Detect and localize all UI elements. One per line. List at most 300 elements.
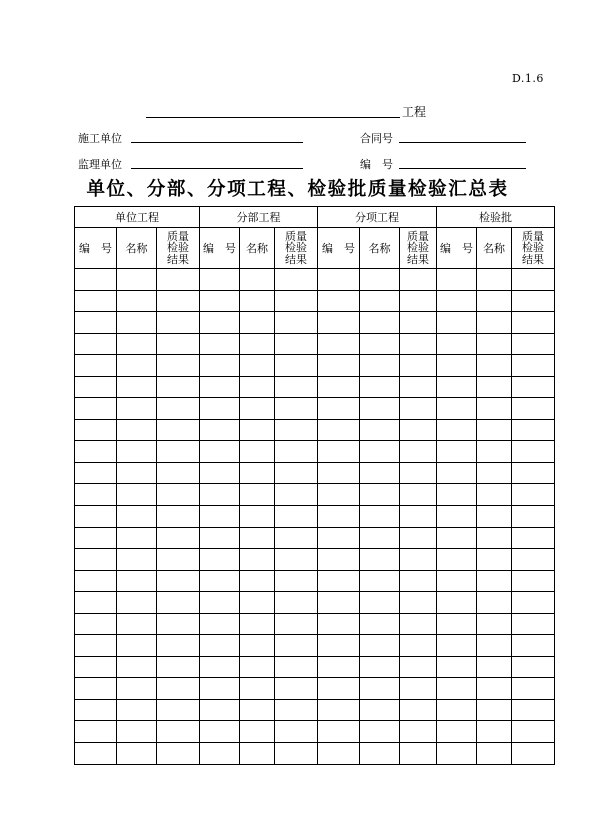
table-cell[interactable]	[400, 570, 437, 592]
table-cell[interactable]	[512, 721, 555, 743]
table-cell[interactable]	[275, 721, 318, 743]
table-cell[interactable]	[437, 333, 477, 355]
table-cell[interactable]	[400, 269, 437, 291]
table-cell[interactable]	[477, 333, 512, 355]
table-cell[interactable]	[360, 419, 400, 441]
table-cell[interactable]	[275, 635, 318, 657]
table-cell[interactable]	[117, 462, 157, 484]
table-cell[interactable]	[512, 613, 555, 635]
table-cell[interactable]	[360, 592, 400, 614]
table-cell[interactable]	[400, 678, 437, 700]
col-header-name: 名称	[477, 228, 512, 269]
table-cell[interactable]	[117, 484, 157, 506]
table-cell[interactable]	[75, 613, 117, 635]
table-cell[interactable]	[512, 376, 555, 398]
table-cell[interactable]	[240, 721, 275, 743]
table-cell[interactable]	[240, 527, 275, 549]
table-cell[interactable]	[75, 527, 117, 549]
table-cell[interactable]	[477, 355, 512, 377]
table-cell[interactable]	[157, 462, 200, 484]
table-cell[interactable]	[200, 721, 240, 743]
table-cell[interactable]	[75, 721, 117, 743]
table-cell[interactable]	[200, 743, 240, 765]
table-cell[interactable]	[157, 441, 200, 463]
table-cell[interactable]	[360, 484, 400, 506]
table-cell[interactable]	[360, 333, 400, 355]
table-cell[interactable]	[275, 656, 318, 678]
table-cell[interactable]	[75, 290, 117, 312]
table-cell[interactable]	[240, 570, 275, 592]
table-cell[interactable]	[512, 549, 555, 571]
table-cell[interactable]	[400, 656, 437, 678]
table-cell[interactable]	[400, 721, 437, 743]
table-cell[interactable]	[200, 527, 240, 549]
table-cell[interactable]	[275, 527, 318, 549]
table-cell[interactable]	[400, 635, 437, 657]
table-cell[interactable]	[318, 355, 360, 377]
table-cell[interactable]	[240, 419, 275, 441]
table-cell[interactable]	[318, 462, 360, 484]
table-cell[interactable]	[477, 570, 512, 592]
table-cell[interactable]	[75, 441, 117, 463]
table-cell[interactable]	[117, 570, 157, 592]
table-cell[interactable]	[360, 613, 400, 635]
table-cell[interactable]	[400, 613, 437, 635]
serial-no-line[interactable]	[399, 168, 526, 169]
table-cell[interactable]	[275, 269, 318, 291]
table-cell[interactable]	[512, 678, 555, 700]
table-cell[interactable]	[400, 419, 437, 441]
table-cell[interactable]	[157, 312, 200, 334]
table-cell[interactable]	[240, 312, 275, 334]
table-cell[interactable]	[275, 376, 318, 398]
table-cell[interactable]	[437, 656, 477, 678]
table-cell[interactable]	[360, 656, 400, 678]
table-cell[interactable]	[512, 462, 555, 484]
table-cell[interactable]	[360, 699, 400, 721]
table-cell[interactable]	[275, 570, 318, 592]
table-cell[interactable]	[275, 506, 318, 528]
table-cell[interactable]	[75, 656, 117, 678]
table-cell[interactable]	[200, 678, 240, 700]
table-cell[interactable]	[75, 269, 117, 291]
table-cell[interactable]	[75, 743, 117, 765]
table-cell[interactable]	[400, 290, 437, 312]
table-cell[interactable]	[275, 312, 318, 334]
table-cell[interactable]	[437, 678, 477, 700]
table-cell[interactable]	[400, 441, 437, 463]
table-cell[interactable]	[157, 269, 200, 291]
table-row	[75, 656, 555, 678]
table-cell[interactable]	[117, 333, 157, 355]
table-cell[interactable]	[157, 635, 200, 657]
table-cell[interactable]	[477, 549, 512, 571]
table-cell[interactable]	[275, 592, 318, 614]
table-cell[interactable]	[512, 635, 555, 657]
table-cell[interactable]	[318, 656, 360, 678]
table-cell[interactable]	[157, 549, 200, 571]
table-cell[interactable]	[275, 355, 318, 377]
table-cell[interactable]	[360, 635, 400, 657]
table-cell[interactable]	[477, 398, 512, 420]
table-cell[interactable]	[240, 462, 275, 484]
table-cell[interactable]	[318, 506, 360, 528]
form-code: D.1.6	[512, 72, 544, 85]
table-cell[interactable]	[318, 721, 360, 743]
table-cell[interactable]	[157, 376, 200, 398]
table-cell[interactable]	[477, 441, 512, 463]
table-cell[interactable]	[157, 613, 200, 635]
table-cell[interactable]	[240, 678, 275, 700]
table-cell[interactable]	[240, 398, 275, 420]
table-cell[interactable]	[477, 419, 512, 441]
table-cell[interactable]	[240, 441, 275, 463]
table-cell[interactable]	[400, 462, 437, 484]
table-cell[interactable]	[477, 312, 512, 334]
table-cell[interactable]	[275, 678, 318, 700]
table-cell[interactable]	[75, 506, 117, 528]
table-cell[interactable]	[117, 290, 157, 312]
table-cell[interactable]	[200, 699, 240, 721]
table-cell[interactable]	[318, 613, 360, 635]
table-cell[interactable]	[512, 484, 555, 506]
table-cell[interactable]	[360, 462, 400, 484]
col-header-name: 名称	[360, 228, 400, 269]
table-cell[interactable]	[360, 721, 400, 743]
table-cell[interactable]	[512, 269, 555, 291]
table-cell[interactable]	[117, 312, 157, 334]
table-cell[interactable]	[200, 613, 240, 635]
table-cell[interactable]	[437, 506, 477, 528]
table-cell[interactable]	[117, 613, 157, 635]
project-name-line[interactable]	[146, 117, 400, 118]
table-cell[interactable]	[200, 290, 240, 312]
table-cell[interactable]	[360, 441, 400, 463]
table-cell[interactable]	[360, 269, 400, 291]
table-cell[interactable]	[117, 743, 157, 765]
table-cell[interactable]	[240, 592, 275, 614]
table-cell[interactable]	[512, 570, 555, 592]
table-row	[75, 570, 555, 592]
table-cell[interactable]	[200, 570, 240, 592]
table-cell[interactable]	[157, 333, 200, 355]
table-cell[interactable]	[200, 506, 240, 528]
table-cell[interactable]	[275, 484, 318, 506]
table-cell[interactable]	[275, 290, 318, 312]
table-cell[interactable]	[117, 721, 157, 743]
table-cell[interactable]	[400, 484, 437, 506]
table-cell[interactable]	[318, 743, 360, 765]
table-cell[interactable]	[75, 376, 117, 398]
table-cell[interactable]	[512, 441, 555, 463]
table-cell[interactable]	[400, 592, 437, 614]
table-cell[interactable]	[360, 376, 400, 398]
table-cell[interactable]	[512, 355, 555, 377]
table-cell[interactable]	[437, 312, 477, 334]
table-cell[interactable]	[240, 699, 275, 721]
table-cell[interactable]	[477, 462, 512, 484]
table-cell[interactable]	[75, 592, 117, 614]
table-cell[interactable]	[512, 398, 555, 420]
table-cell[interactable]	[117, 441, 157, 463]
table-cell[interactable]	[318, 592, 360, 614]
table-cell[interactable]	[75, 635, 117, 657]
table-cell[interactable]	[117, 398, 157, 420]
contract-no-line[interactable]	[399, 142, 526, 143]
table-cell[interactable]	[240, 333, 275, 355]
table-cell[interactable]	[400, 527, 437, 549]
table-cell[interactable]	[75, 333, 117, 355]
table-cell[interactable]	[157, 570, 200, 592]
table-cell[interactable]	[117, 592, 157, 614]
table-cell[interactable]	[318, 441, 360, 463]
table-cell[interactable]	[75, 570, 117, 592]
table-cell[interactable]	[240, 506, 275, 528]
table-cell[interactable]	[157, 678, 200, 700]
table-cell[interactable]	[157, 419, 200, 441]
table-cell[interactable]	[400, 355, 437, 377]
table-cell[interactable]	[400, 333, 437, 355]
table-cell[interactable]	[512, 419, 555, 441]
table-cell[interactable]	[437, 462, 477, 484]
group-header-unit-project: 单位工程	[75, 207, 200, 228]
table-cell[interactable]	[437, 355, 477, 377]
table-cell[interactable]	[157, 656, 200, 678]
table-row	[75, 290, 555, 312]
table-cell[interactable]	[275, 462, 318, 484]
table-cell[interactable]	[318, 290, 360, 312]
table-cell[interactable]	[200, 635, 240, 657]
table-cell[interactable]	[437, 699, 477, 721]
table-cell[interactable]	[437, 635, 477, 657]
table-cell[interactable]	[240, 549, 275, 571]
col-header-number: 编 号	[318, 228, 360, 269]
table-cell[interactable]	[275, 549, 318, 571]
table-cell[interactable]	[437, 290, 477, 312]
table-cell[interactable]	[437, 527, 477, 549]
table-cell[interactable]	[400, 549, 437, 571]
table-cell[interactable]	[200, 462, 240, 484]
table-cell[interactable]	[157, 592, 200, 614]
table-cell[interactable]	[200, 398, 240, 420]
table-cell[interactable]	[360, 290, 400, 312]
table-cell[interactable]	[512, 290, 555, 312]
table-cell[interactable]	[477, 506, 512, 528]
col-header-name: 名称	[117, 228, 157, 269]
table-row	[75, 333, 555, 355]
table-cell[interactable]	[240, 355, 275, 377]
table-cell[interactable]	[318, 678, 360, 700]
table-cell[interactable]	[318, 484, 360, 506]
table-cell[interactable]	[200, 656, 240, 678]
construction-unit-line[interactable]	[131, 142, 303, 143]
table-cell[interactable]	[477, 484, 512, 506]
table-cell[interactable]	[437, 592, 477, 614]
table-cell[interactable]	[240, 743, 275, 765]
table-cell[interactable]	[477, 656, 512, 678]
table-cell[interactable]	[200, 549, 240, 571]
table-cell[interactable]	[75, 462, 117, 484]
table-cell[interactable]	[437, 743, 477, 765]
table-cell[interactable]	[200, 419, 240, 441]
table-cell[interactable]	[318, 699, 360, 721]
table-cell[interactable]	[117, 699, 157, 721]
table-cell[interactable]	[400, 506, 437, 528]
table-cell[interactable]	[512, 656, 555, 678]
table-cell[interactable]	[200, 333, 240, 355]
table-cell[interactable]	[240, 484, 275, 506]
table-cell[interactable]	[117, 355, 157, 377]
table-cell[interactable]	[512, 312, 555, 334]
table-cell[interactable]	[117, 678, 157, 700]
table-cell[interactable]	[157, 398, 200, 420]
table-cell[interactable]	[117, 506, 157, 528]
table-cell[interactable]	[75, 699, 117, 721]
table-cell[interactable]	[477, 376, 512, 398]
table-cell[interactable]	[75, 678, 117, 700]
table-cell[interactable]	[275, 441, 318, 463]
table-row	[75, 678, 555, 700]
table-cell[interactable]	[240, 613, 275, 635]
table-cell[interactable]	[240, 269, 275, 291]
table-cell[interactable]	[240, 635, 275, 657]
table-cell[interactable]	[117, 419, 157, 441]
table-cell[interactable]	[275, 743, 318, 765]
group-header-division-project: 分部工程	[200, 207, 318, 228]
table-cell[interactable]	[75, 398, 117, 420]
table-cell[interactable]	[318, 419, 360, 441]
table-cell[interactable]	[437, 376, 477, 398]
table-cell[interactable]	[318, 333, 360, 355]
table-cell[interactable]	[437, 269, 477, 291]
table-cell[interactable]	[512, 506, 555, 528]
table-cell[interactable]	[477, 743, 512, 765]
table-cell[interactable]	[275, 333, 318, 355]
table-row	[75, 721, 555, 743]
table-cell[interactable]	[360, 570, 400, 592]
table-cell[interactable]	[477, 721, 512, 743]
table-cell[interactable]	[360, 527, 400, 549]
table-cell[interactable]	[512, 699, 555, 721]
table-cell[interactable]	[117, 635, 157, 657]
table-cell[interactable]	[157, 484, 200, 506]
table-cell[interactable]	[200, 269, 240, 291]
table-cell[interactable]	[318, 312, 360, 334]
table-cell[interactable]	[512, 527, 555, 549]
table-cell[interactable]	[200, 376, 240, 398]
table-cell[interactable]	[477, 613, 512, 635]
table-cell[interactable]	[400, 699, 437, 721]
table-cell[interactable]	[275, 419, 318, 441]
table-cell[interactable]	[512, 333, 555, 355]
table-cell[interactable]	[477, 635, 512, 657]
table-cell[interactable]	[275, 398, 318, 420]
col-header-quality-line: 质量	[285, 229, 307, 243]
table-cell[interactable]	[477, 290, 512, 312]
table-cell[interactable]	[477, 699, 512, 721]
table-cell[interactable]	[157, 355, 200, 377]
table-cell[interactable]	[75, 419, 117, 441]
table-cell[interactable]	[200, 484, 240, 506]
table-cell[interactable]	[318, 635, 360, 657]
table-cell[interactable]	[437, 549, 477, 571]
table-cell[interactable]	[360, 398, 400, 420]
table-cell[interactable]	[117, 656, 157, 678]
table-cell[interactable]	[437, 570, 477, 592]
table-cell[interactable]	[318, 376, 360, 398]
table-cell[interactable]	[117, 549, 157, 571]
table-cell[interactable]	[200, 312, 240, 334]
table-cell[interactable]	[157, 290, 200, 312]
table-cell[interactable]	[275, 699, 318, 721]
table-cell[interactable]	[240, 290, 275, 312]
table-cell[interactable]	[318, 527, 360, 549]
table-cell[interactable]	[437, 721, 477, 743]
table-cell[interactable]	[117, 269, 157, 291]
table-cell[interactable]	[157, 743, 200, 765]
col-header-quality-line: 结果	[522, 252, 544, 266]
table-cell[interactable]	[437, 484, 477, 506]
table-row	[75, 527, 555, 549]
table-row	[75, 506, 555, 528]
table-cell[interactable]	[437, 419, 477, 441]
table-cell[interactable]	[240, 656, 275, 678]
table-cell[interactable]	[75, 355, 117, 377]
table-cell[interactable]	[360, 506, 400, 528]
table-cell[interactable]	[437, 441, 477, 463]
table-cell[interactable]	[157, 699, 200, 721]
table-cell[interactable]	[360, 549, 400, 571]
table-cell[interactable]	[75, 312, 117, 334]
table-cell[interactable]	[512, 592, 555, 614]
table-cell[interactable]	[200, 441, 240, 463]
table-cell[interactable]	[477, 269, 512, 291]
table-cell[interactable]	[437, 398, 477, 420]
table-cell[interactable]	[318, 549, 360, 571]
table-cell[interactable]	[477, 678, 512, 700]
table-cell[interactable]	[437, 613, 477, 635]
supervision-unit-line[interactable]	[131, 168, 303, 169]
table-cell[interactable]	[275, 613, 318, 635]
table-cell[interactable]	[477, 527, 512, 549]
table-cell[interactable]	[512, 743, 555, 765]
table-cell[interactable]	[318, 269, 360, 291]
table-cell[interactable]	[157, 506, 200, 528]
col-header-quality-result	[512, 228, 555, 269]
table-cell[interactable]	[477, 592, 512, 614]
table-cell[interactable]	[318, 398, 360, 420]
table-cell[interactable]	[400, 398, 437, 420]
table-row	[75, 441, 555, 463]
table-cell[interactable]	[200, 592, 240, 614]
table-cell[interactable]	[400, 312, 437, 334]
table-cell[interactable]	[360, 678, 400, 700]
table-cell[interactable]	[157, 721, 200, 743]
table-cell[interactable]	[200, 355, 240, 377]
table-cell[interactable]	[318, 570, 360, 592]
table-cell[interactable]	[157, 527, 200, 549]
table-cell[interactable]	[75, 484, 117, 506]
table-cell[interactable]	[400, 376, 437, 398]
table-cell[interactable]	[75, 549, 117, 571]
table-cell[interactable]	[400, 743, 437, 765]
table-cell[interactable]	[360, 312, 400, 334]
table-cell[interactable]	[240, 376, 275, 398]
table-cell[interactable]	[117, 376, 157, 398]
table-cell[interactable]	[360, 743, 400, 765]
table-cell[interactable]	[360, 355, 400, 377]
table-cell[interactable]	[117, 527, 157, 549]
